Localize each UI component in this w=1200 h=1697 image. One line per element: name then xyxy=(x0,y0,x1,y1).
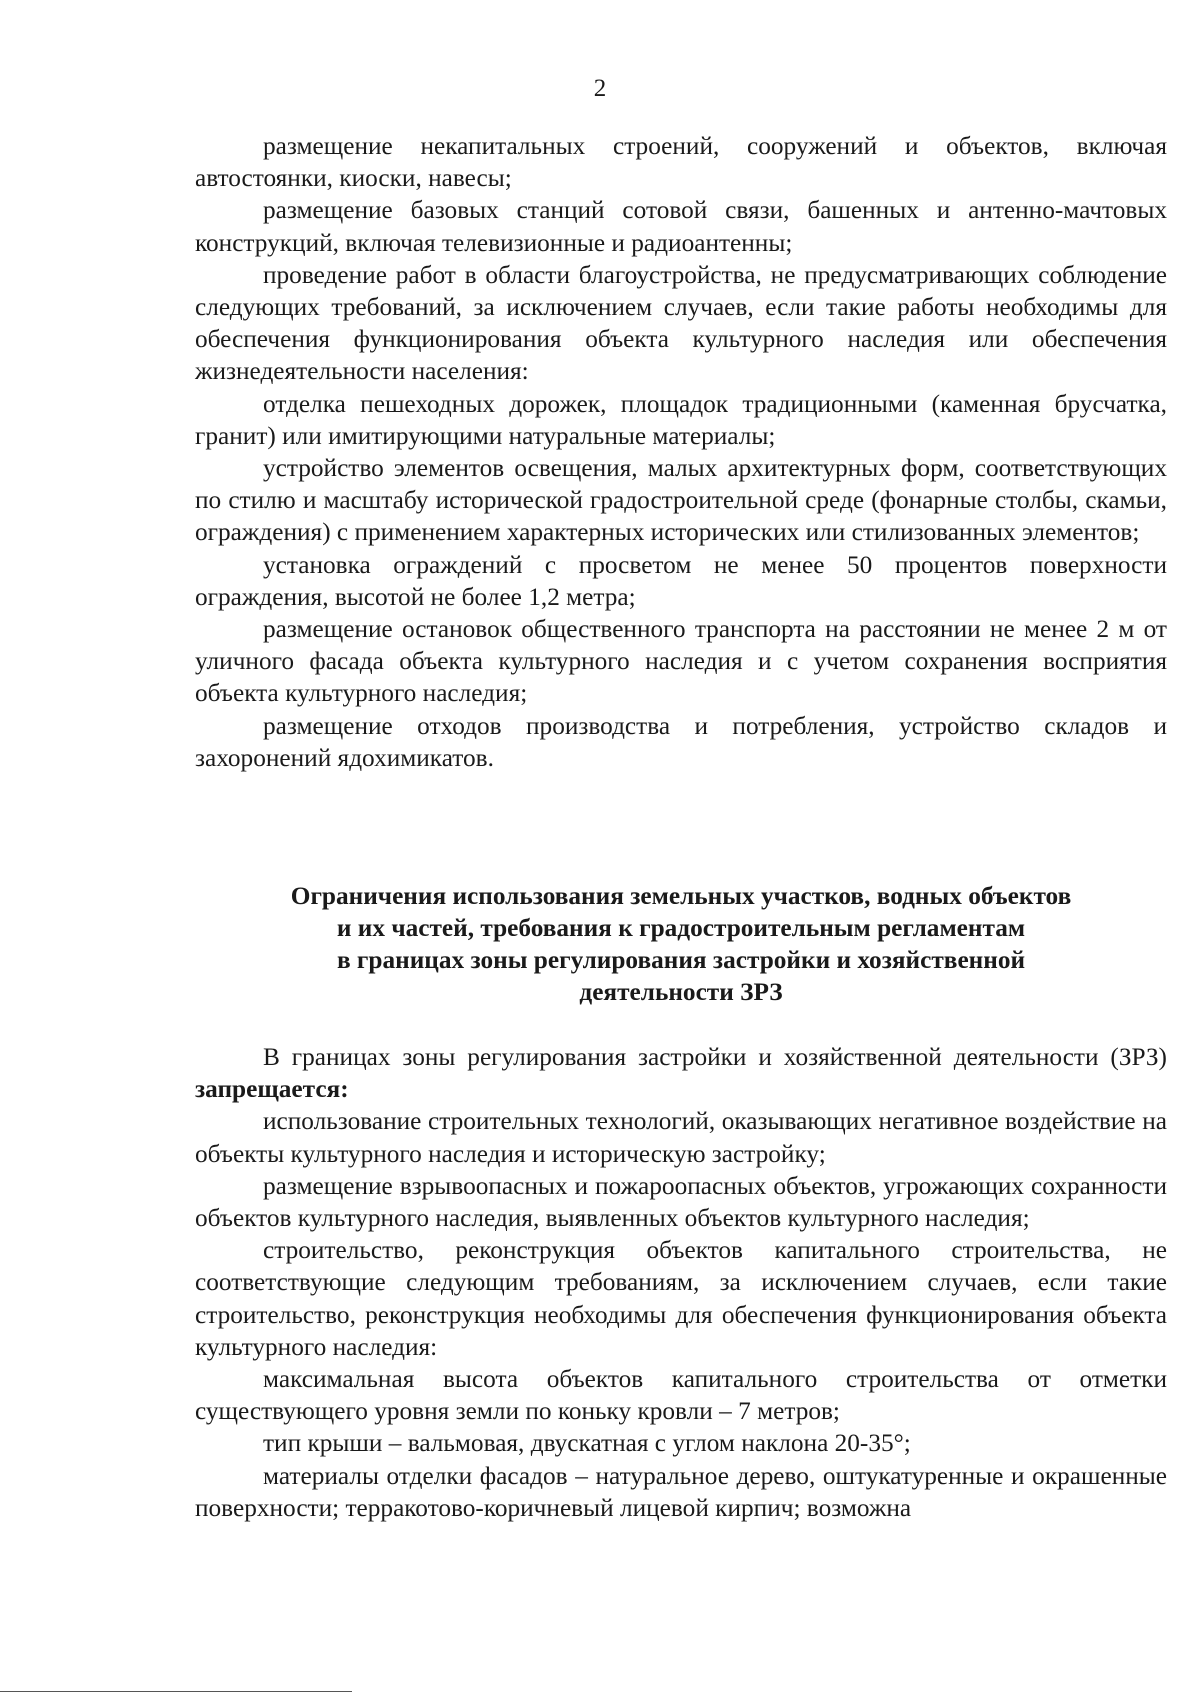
heading-line: и их частей, требования к градостроительным регламентам xyxy=(336,914,1026,942)
paragraph: размещение базовых станций сотовой связи, башенных и антенно-мачтовых конструкций, включая телевизионные и радиоантенны; xyxy=(195,196,1167,257)
paragraph: материалы отделки фасадов – натуральное дерево, оштукатуренные и окрашенные поверхности; терракотово-коричневый лицевой кирпич; возможна xyxy=(195,1461,1167,1522)
paragraph: размещение взрывоопасных и пожароопасных объектов, угрожающих сохранности объектов культурного наследия, выявленных объектов культурного наследия; xyxy=(195,1171,1167,1233)
paragraph: проведение работ в области благоустройства, не предусматривающих соблюдение следующих требований, за исключением случаев, если такие работы необходимы для обеспечения функционирования объекта культурного наследия или обеспечения жизнедеятельности населения: xyxy=(195,260,1167,386)
paragraph: тип крыши – вальмовая, двускатная с углом наклона 20-35°; xyxy=(263,1429,911,1458)
paragraph: установка ограждений с просветом не менее 50 процентов поверхности ограждения, высотой не более 1,2 метра; xyxy=(195,550,1167,611)
intro-bold-text: запрещается: xyxy=(195,1075,349,1104)
paragraph: использование строительных технологий, оказывающих негативное воздействие на объекты культурного наследия и историческую застройку; xyxy=(195,1107,1167,1168)
intro-paragraph xyxy=(195,1041,1167,1105)
heading-line: в границах зоны регулирования застройки и хозяйственной xyxy=(336,946,1026,974)
section-zrz-prohibitions xyxy=(195,1041,1167,1524)
paragraph: размещение отходов производства и потребления, устройство складов и захоронений ядохимикатов. xyxy=(195,711,1167,772)
section-restrictions-list xyxy=(195,130,1167,774)
paragraph: отделка пешеходных дорожек, площадок традиционными (каменная брусчатка, гранит) или имитирующими натуральные материалы; xyxy=(195,389,1167,450)
paragraph: размещение некапитальных строений, сооружений и объектов, включая автостоянки, киоски, навесы; xyxy=(195,132,1167,193)
heading-line: Ограничения использования земельных участков, водных объектов xyxy=(290,882,1072,910)
paragraph: устройство элементов освещения, малых архитектурных форм, соответствующих по стилю и масштабу исторической градостроительной среде (фонарные столбы, скамьи, ограждения) с применением характерных исторических или стилизованных элементов; xyxy=(195,454,1167,547)
section-heading xyxy=(195,880,1167,1008)
paragraph: максимальная высота объектов капитального строительства от отметки существующего уровня земли по коньку кровли – 7 метров; xyxy=(195,1365,1167,1426)
intro-text: В границах зоны регулирования застройки и хозяйственной деятельности (ЗРЗ) xyxy=(263,1043,1167,1071)
heading-line: деятельности ЗРЗ xyxy=(579,978,783,1006)
page-number: 2 xyxy=(593,75,607,102)
paragraph: строительство, реконструкция объектов капитального строительства, не соответствующие следующим требованиям, за исключением случаев, если такие строительство, реконструкция необходимы для обеспечения функционирования объекта культурного наследия: xyxy=(195,1236,1167,1361)
bottom-divider xyxy=(0,1691,352,1692)
paragraph: размещение остановок общественного транспорта на расстоянии не менее 2 м от уличного фасада объекта культурного наследия и с учетом сохранения восприятия объекта культурного наследия; xyxy=(195,615,1167,708)
